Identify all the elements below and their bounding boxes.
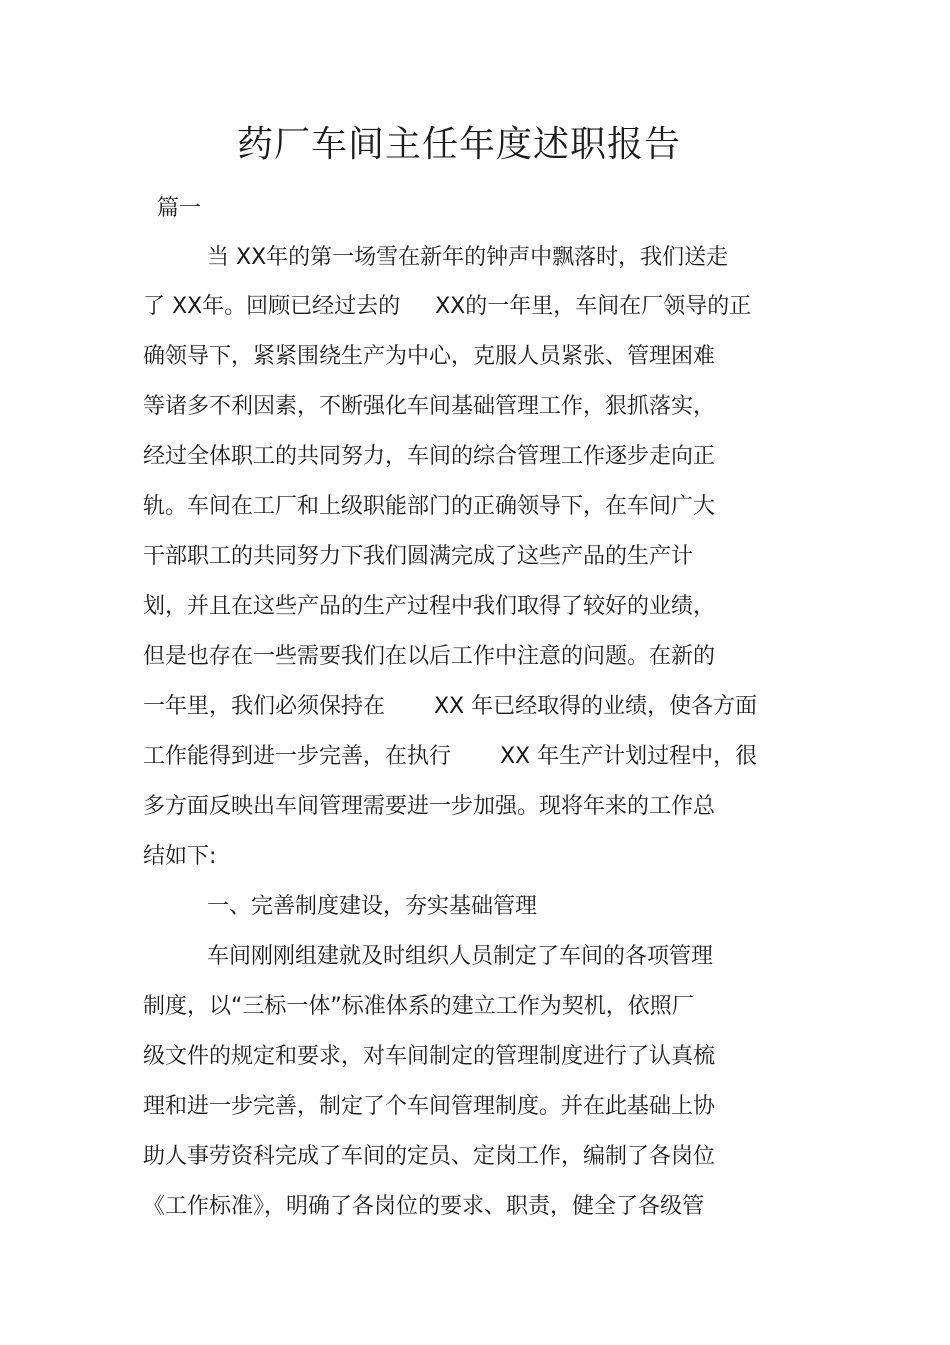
paragraph-line: 轨。车间在工厂和上级职能部门的正确领导下，在车间广大 (143, 494, 716, 519)
paragraph-line: 但是也存在一些需要我们在以后工作中注意的问题。在新的 (143, 644, 716, 669)
paragraph-line: 车间刚刚组建就及时组织人员制定了车间的各项管理 (207, 944, 714, 969)
paragraph-line: 理和进一步完善，制定了个车间管理制度。并在此基础上协 (143, 1094, 716, 1119)
paragraph-line: 经过全体职工的共同努力，车间的综合管理工作逐步走向正 (143, 444, 716, 469)
paragraph-line: 制度，以“三标一体”标准体系的建立工作为契机，依照厂 (143, 994, 694, 1019)
paragraph-line: 了 XX年。回顾已经过去的 XX的一年里，车间在厂领导的正 (143, 294, 752, 319)
paragraph-line: 确领导下，紧紧围绕生产为中心，克服人员紧张、管理困难 (143, 344, 716, 369)
paragraph-line: 工作能得到进一步完善，在执行 XX 年生产计划过程中，很 (143, 744, 758, 769)
paragraph-line: 级文件的规定和要求，对车间制定的管理制度进行了认真梳 (143, 1044, 716, 1069)
paragraph-line: 干部职工的共同努力下我们圆满完成了这些产品的生产计 (143, 544, 694, 569)
paragraph-line: 结如下: (143, 844, 217, 869)
paragraph-line: 等诸多不利因素，不断强化车间基础管理工作，狠抓落实， (143, 394, 716, 419)
paragraph-line: 当 XX年的第一场雪在新年的钟声中飘落时，我们送走 (207, 245, 729, 270)
paragraph-line: 多方面反映出车间管理需要进一步加强。现将年来的工作总 (143, 794, 716, 819)
document-title: 药厂车间主任年度述职报告 (236, 124, 681, 165)
section-label: 篇一 (157, 196, 202, 221)
paragraph-line: 一年里，我们必须保持在 XX 年已经取得的业绩，使各方面 (143, 694, 758, 719)
paragraph-line: 《工作标准》，明确了各岗位的要求、职责，健全了各级管 (143, 1194, 705, 1219)
section-heading: 一、完善制度建设，夯实基础管理 (207, 894, 538, 919)
paragraph-line: 助人事劳资科完成了车间的定员、定岗工作，编制了各岗位 (143, 1144, 716, 1169)
paragraph-line: 划，并且在这些产品的生产过程中我们取得了较好的业绩， (143, 594, 716, 619)
